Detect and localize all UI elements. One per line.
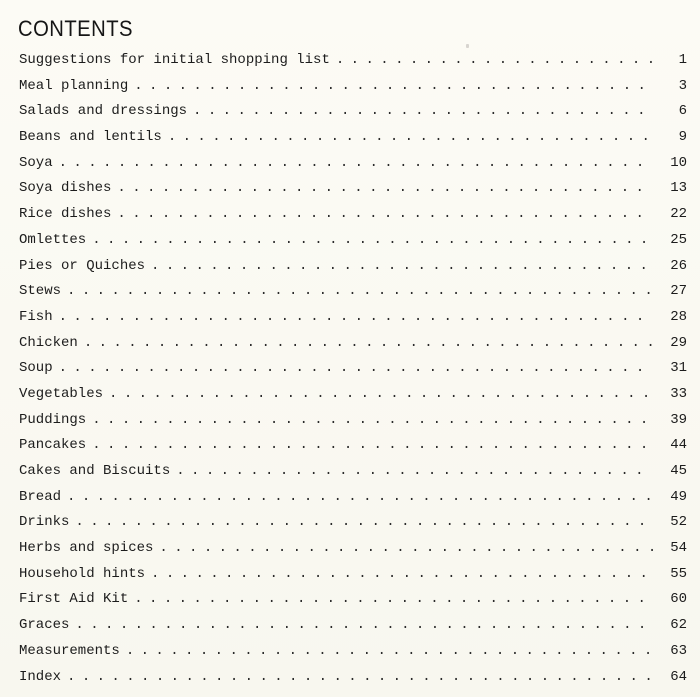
toc-entry: [19, 412, 687, 438]
toc-entry-page-number: 62: [670, 617, 687, 634]
toc-entry-title: Vegetables: [19, 385, 104, 402]
toc-entry: [19, 643, 687, 669]
dot-leader: [117, 206, 653, 222]
toc-entry-page-number: 1: [678, 52, 687, 68]
toc-entry-page-number: 55: [670, 565, 687, 582]
toc-entry-title: Soya dishes: [19, 180, 112, 197]
toc-entry-page-number: 27: [670, 283, 687, 300]
dot-leader: [109, 386, 653, 402]
toc-entry-page-number: 13: [670, 180, 687, 197]
toc-entry: [19, 591, 687, 617]
dot-leader: [92, 437, 653, 453]
toc-entry-page-number: 44: [670, 437, 687, 454]
toc-entry-title: Index: [19, 668, 62, 685]
toc-entry-page-number: 10: [670, 154, 687, 171]
toc-entry: [19, 669, 687, 695]
dot-leader: [92, 232, 653, 248]
toc-entry-page-number: 29: [670, 334, 687, 351]
toc-entry-title: Pancakes: [19, 437, 87, 454]
toc-entry: [19, 129, 687, 155]
dot-leader: [134, 78, 653, 94]
toc-entry-page-number: 39: [670, 411, 687, 428]
toc-entry: [19, 617, 687, 643]
toc-entry-title: Fish: [19, 308, 53, 325]
toc-entry-title: Cakes and Biscuits: [19, 463, 171, 479]
toc-entry: [19, 463, 687, 489]
toc-entry-page-number: 54: [670, 540, 687, 557]
toc-entry-title: Chicken: [19, 334, 78, 351]
toc-entry-page-number: 52: [670, 514, 687, 531]
toc-entry: [19, 206, 687, 232]
toc-entry-title: Meal planning: [19, 77, 129, 94]
dot-leader: [75, 617, 653, 633]
toc-entry: [19, 566, 687, 592]
toc-entry: [19, 78, 687, 104]
dot-leader: [92, 412, 653, 428]
toc-entry-title: Graces: [19, 617, 70, 634]
toc-entry-page-number: 33: [670, 385, 687, 402]
toc-entry-title: Beans and lentils: [19, 129, 162, 146]
toc-entry: [19, 437, 687, 463]
dot-leader: [59, 360, 653, 376]
toc-entry: [19, 335, 687, 361]
dot-leader: [67, 669, 653, 685]
toc-entry-page-number: 3: [678, 77, 687, 94]
toc-entry-title: Soup: [19, 360, 53, 377]
dot-leader: [117, 180, 653, 196]
toc-entry-page-number: 6: [678, 103, 687, 120]
toc-entry-page-number: 22: [670, 206, 687, 223]
toc-entry: [19, 489, 687, 515]
toc-entry-page-number: 25: [670, 231, 687, 248]
toc-entry-title: Rice dishes: [19, 206, 112, 223]
toc-entry: [19, 180, 687, 206]
page-title: CONTENTS: [18, 16, 133, 41]
toc-entry-page-number: 9: [678, 129, 687, 146]
toc-entry: [19, 540, 687, 566]
toc-entry: [19, 514, 687, 540]
dot-leader: [176, 463, 653, 479]
toc-entry-title: Soya: [19, 154, 53, 171]
dot-leader: [151, 566, 653, 582]
toc-entry-title: Omlettes: [19, 231, 87, 248]
dot-leader: [336, 52, 653, 68]
dot-leader: [134, 591, 653, 607]
toc-entry-page-number: 49: [670, 488, 687, 505]
toc-entry-title: Salads and dressings: [19, 103, 188, 120]
toc-entry: [19, 360, 687, 386]
paper-speck: [466, 44, 469, 48]
toc-entry: [19, 103, 687, 129]
toc-entry-title: Drinks: [19, 514, 70, 531]
dot-leader: [193, 103, 653, 119]
toc-entry-page-number: 45: [670, 463, 687, 479]
toc-entry-title: Suggestions for initial shopping list: [19, 52, 330, 68]
toc-entry: [19, 258, 687, 284]
toc-entry-title: Stews: [19, 283, 62, 300]
toc-entry-title: Measurements: [19, 642, 120, 659]
dot-leader: [75, 514, 653, 530]
toc-entry: [19, 155, 687, 181]
toc-entry-title: Puddings: [19, 411, 87, 428]
toc-entry: [19, 309, 687, 335]
toc-entry-page-number: 64: [670, 668, 687, 685]
dot-leader: [67, 283, 653, 299]
toc-entry-page-number: 28: [670, 308, 687, 325]
toc-entry-title: First Aid Kit: [19, 591, 129, 608]
dot-leader: [59, 155, 653, 171]
toc-entry: [19, 386, 687, 412]
dot-leader: [126, 643, 653, 659]
dot-leader: [151, 258, 653, 274]
toc-entry-page-number: 31: [670, 360, 687, 377]
dot-leader: [59, 309, 653, 325]
toc-entry-title: Herbs and spices: [19, 540, 154, 557]
toc-entry-page-number: 60: [670, 591, 687, 608]
dot-leader: [168, 129, 653, 145]
table-of-contents: [19, 52, 687, 694]
toc-entry-title: Pies or Quiches: [19, 257, 146, 274]
toc-entry: [19, 283, 687, 309]
toc-entry-page-number: 26: [670, 257, 687, 274]
toc-entry: [19, 232, 687, 258]
toc-entry-page-number: 63: [670, 642, 687, 659]
toc-entry: [19, 52, 687, 78]
dot-leader: [84, 335, 653, 351]
toc-entry-title: Bread: [19, 488, 62, 505]
dot-leader: [159, 540, 653, 556]
toc-entry-title: Household hints: [19, 565, 146, 582]
dot-leader: [67, 489, 653, 505]
